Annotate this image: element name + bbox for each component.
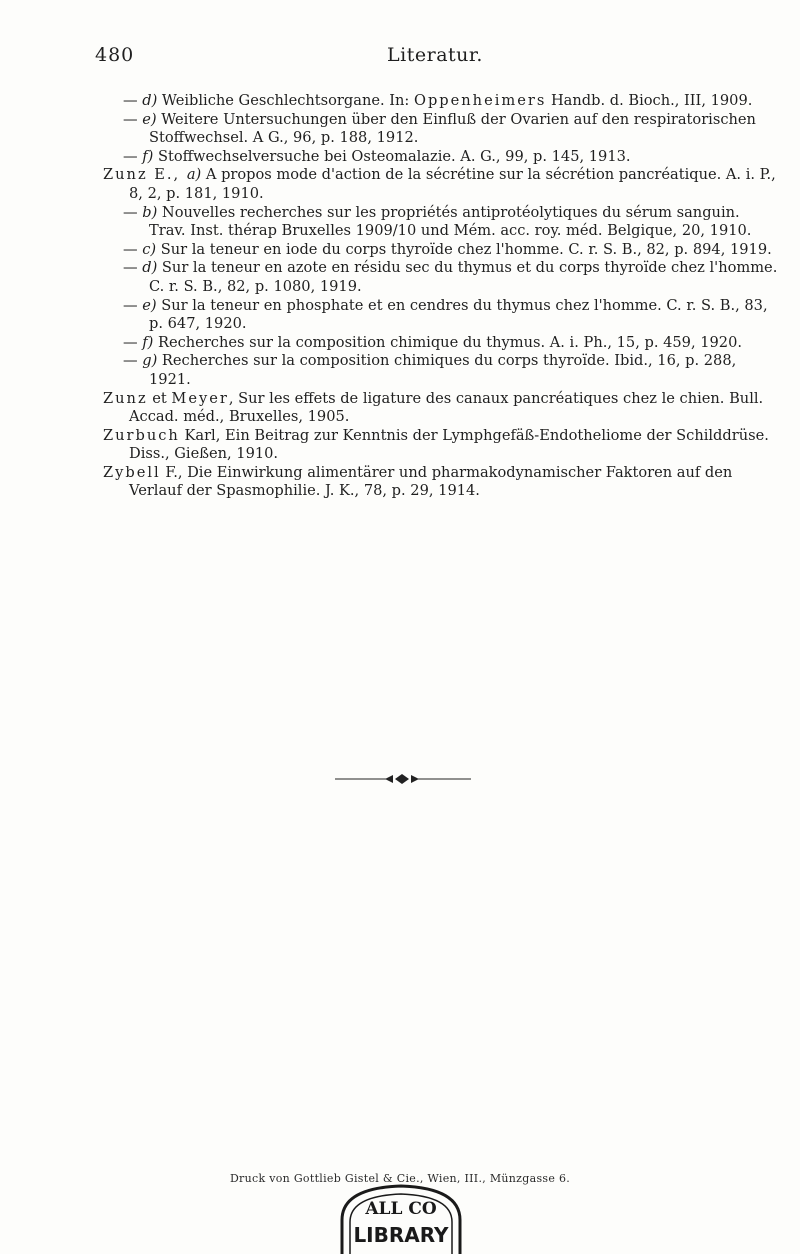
bibliography-entry bbox=[103, 390, 779, 427]
bibliography-entry bbox=[103, 204, 779, 241]
svg-text:LIBRARY: LIBRARY bbox=[353, 1223, 449, 1247]
bibliography-entry bbox=[103, 334, 779, 353]
entry-text: Sur la teneur en iode du corps thyroïde chez l'homme. C. r. S. B., 82, p. 894, 1919. bbox=[156, 240, 772, 258]
entry-text: Sur la teneur en phosphate et en cendres du thymus chez l'homme. C. r. S. B., 83, p. 647, 1920. bbox=[149, 296, 768, 333]
running-head: Literatur. bbox=[387, 44, 483, 66]
entry-text: Weitere Untersuchungen über den Einfluß der Ovarien auf den respiratorischen Stoffwechsel. A G., 96, p. 188, 1912. bbox=[149, 110, 756, 147]
entry-author: Zybell bbox=[103, 463, 161, 481]
entry-marker: e) bbox=[142, 296, 157, 314]
bibliography-entry bbox=[103, 111, 779, 148]
entry-dash: — bbox=[123, 352, 143, 370]
entry-marker: f) bbox=[142, 147, 154, 165]
entry-text: Weibliche Geschlechtsorgane. In: bbox=[157, 92, 414, 109]
entry-text: , Sur les effets de ligature des canaux pancréatiques chez le chien. Bull. Accad. méd., Bruxelles, 1905. bbox=[129, 389, 764, 426]
bibliography-entry bbox=[103, 259, 779, 296]
bibliography-entry bbox=[103, 166, 779, 203]
entry-text: et bbox=[147, 389, 172, 407]
entry-marker: e) bbox=[142, 110, 157, 128]
entry-marker: g) bbox=[142, 352, 158, 370]
entry-text: A propos mode d'action de la sécrétine sur la sécrétion pancréatique. A. i. P., 8, 2, p. 181, 1910. bbox=[129, 166, 776, 202]
bibliography-list bbox=[103, 92, 779, 501]
entry-author: Meyer bbox=[171, 389, 229, 407]
library-stamp-icon bbox=[336, 1180, 466, 1254]
entry-text: Handb. d. Bioch., III, 1909. bbox=[546, 92, 753, 109]
entry-marker: c) bbox=[142, 240, 157, 258]
entry-author: Zurbuch bbox=[103, 426, 180, 444]
entry-dash: — bbox=[123, 333, 143, 351]
bibliography-entry bbox=[103, 148, 779, 167]
entry-marker: b) bbox=[142, 203, 158, 221]
entry-author: Zunz E., bbox=[103, 166, 187, 184]
entry-dash: — bbox=[123, 203, 143, 221]
entry-author: Oppenheimers bbox=[413, 92, 547, 109]
page-header bbox=[95, 44, 775, 72]
bibliography-entry bbox=[103, 427, 779, 464]
entry-author: Zunz bbox=[103, 389, 148, 407]
entry-marker: f) bbox=[142, 333, 154, 351]
ornament-icon bbox=[335, 772, 471, 786]
bibliography-entry bbox=[103, 241, 779, 260]
printer-imprint: Druck von Gottlieb Gistel & Cie., Wien, III., Münzgasse 6. bbox=[229, 1172, 571, 1185]
entry-marker: d) bbox=[142, 259, 158, 277]
entry-text: F., Die Einwirkung alimentärer und pharmakodynamischer Faktoren auf den Verlauf der Spasmophilie. J. K., 78, p. 29, 1914. bbox=[129, 463, 733, 500]
ornament-divider bbox=[335, 771, 471, 785]
entry-text: Nouvelles recherches sur les propriétés antiprotéolytiques du sérum sanguin. Trav. Inst. thérap Bruxelles 1909/10 und Mém. acc. roy. méd. Belgique, 20, 1910. bbox=[149, 203, 752, 240]
entry-dash: — bbox=[123, 240, 143, 258]
entry-text: Recherches sur la composition chimiques du corps thyroïde. Ibid., 16, p. 288, 1921. bbox=[149, 352, 737, 388]
svg-text:ALL CO: ALL CO bbox=[365, 1199, 437, 1219]
entry-dash: — bbox=[123, 259, 143, 277]
entry-marker: a) bbox=[186, 166, 202, 184]
entry-dash: — bbox=[123, 147, 143, 165]
entry-text: Karl, Ein Beitrag zur Kenntnis der Lymphgefäß-Endotheliome der Schilddrüse. Diss., Gießen, 1910. bbox=[129, 426, 769, 463]
entry-marker: d) bbox=[142, 92, 158, 109]
entry-text: Stoffwechselversuche bei Osteomalazie. A. G., 99, p. 145, 1913. bbox=[153, 147, 631, 165]
bibliography-entry bbox=[103, 352, 779, 389]
entry-dash: — bbox=[123, 110, 143, 128]
library-stamp bbox=[336, 1180, 466, 1254]
bibliography-entry bbox=[103, 297, 779, 334]
entry-text: Sur la teneur en azote en résidu sec du thymus et du corps thyroïde chez l'homme. C. r. S. B., 82, p. 1080, 1919. bbox=[149, 259, 778, 295]
entry-dash: — bbox=[123, 296, 143, 314]
entry-text: Recherches sur la composition chimique du thymus. A. i. Ph., 15, p. 459, 1920. bbox=[153, 333, 743, 351]
bibliography-entry bbox=[103, 464, 779, 501]
page-number: 480 bbox=[95, 44, 135, 66]
bibliography-entry bbox=[103, 92, 779, 111]
entry-dash: — bbox=[123, 92, 143, 109]
